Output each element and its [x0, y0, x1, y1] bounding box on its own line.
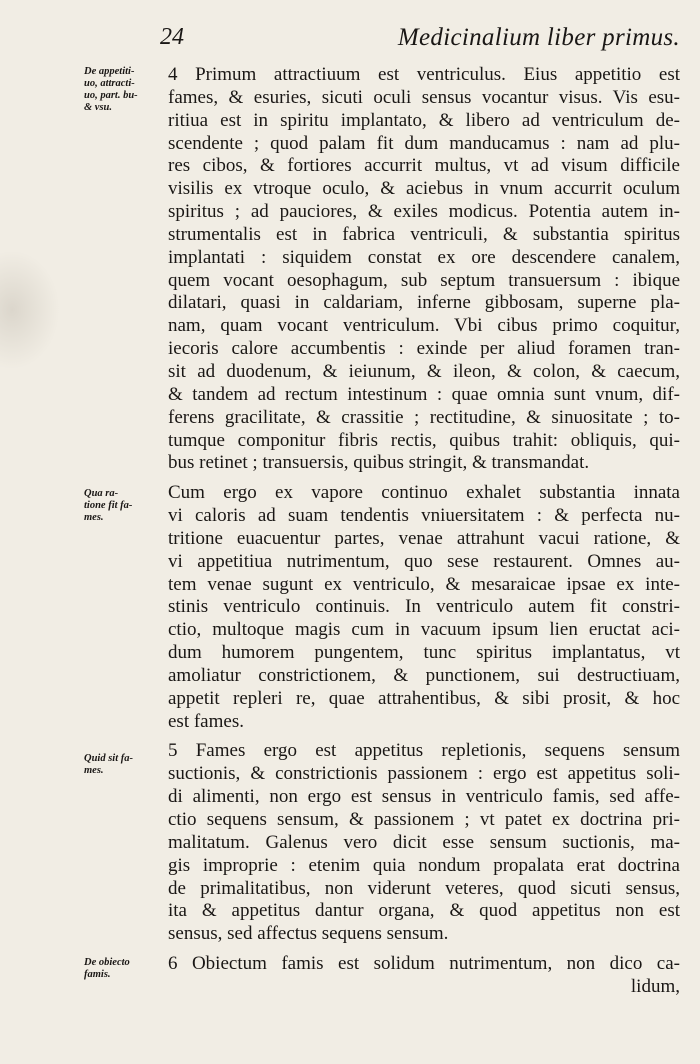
text-line: 4 Primum attractiuum est ventriculus. Eius appetitio est	[168, 64, 680, 85]
text-line: visilis ex vtroque oculo, & aciebus in vnum accurrit oculum	[168, 178, 680, 200]
text-line: bus retinet ; transuersis, quibus stringit, & transmandat.	[168, 452, 590, 474]
text-line: tem venae sugunt ex ventriculo, & mesaraicae ipsae ex inte-	[168, 573, 680, 595]
text-line: fames, & esuries, sicuti oculi sensus vocantur visus. Vis esu-	[168, 86, 680, 108]
text-line: ferens gracilitate, & crassitie ; rectitudine, & sinuositate ; to-	[168, 406, 680, 428]
text-line: Cum ergo ex vapore continuo exhalet substantia innata	[168, 482, 680, 504]
text-line: dilatari, quasi in caldariam, inferne gibbosam, superne pla-	[168, 292, 680, 314]
text-line: tritione euacuentur partes, venae attrahunt vacui ratione, &	[168, 527, 680, 549]
paragraph	[168, 482, 680, 733]
text-line: strumentalis est in fabrica ventriculi, & substantia spiritus	[168, 223, 680, 245]
text-line: lidum,	[630, 975, 680, 997]
text-line: appetit repleri re, quae attrahentibus, & sibi prosit, & hoc	[168, 687, 680, 709]
text-line: vi appetitiua nutrimentum, quo sese restaurent. Omnes au-	[168, 550, 680, 572]
text-line: dum humorem pungentem, tunc spiritus implantatus, vt	[168, 642, 680, 664]
text-line: quem vocant oesophagum, sub septum transuersum : ibique	[168, 269, 680, 291]
text-line: amoliatur constrictionem, & punctionem, sui destructiuam,	[168, 664, 680, 686]
margin-note-line: uo, attracti-	[84, 78, 135, 89]
margin-note-line: famis.	[84, 969, 111, 980]
margin-note	[84, 66, 164, 114]
margin-note-line: Quid sit fa-	[84, 753, 134, 764]
text-line: de primalitatibus, non viderunt veteres, quod sicuti sensus,	[168, 877, 680, 899]
text-line: scendente ; quod palam fit dum manducamus : nam ad plu-	[168, 132, 680, 154]
paper-stain	[0, 250, 60, 370]
margin-note-line: De appetiti-	[84, 66, 135, 77]
text-line: ctio, multoque magis cum in vacuum ipsum lien eructat aci-	[168, 619, 680, 641]
text-line: sit ad duodenum, & ieiunum, & ileon, & colon, & caecum,	[168, 360, 680, 382]
text-line: vi caloris ad suam tendentis vniuersitatem : & perfecta nu-	[168, 505, 680, 527]
text-line: ritiua est in spiritu implantato, & libero ad ventriculum de-	[168, 109, 680, 131]
paragraph	[168, 740, 680, 946]
text-line: tumque componitur fibris rectis, quibus trahit: obliquis, qui-	[168, 429, 680, 451]
text-line: est fames.	[168, 710, 244, 732]
text-line: 6 Obiectum famis est solidum nutrimentum, non dico ca-	[168, 953, 680, 975]
margin-note	[84, 488, 164, 524]
text-line: spiritus ; ad pauciores, & exiles modicus. Potentia autem in-	[168, 201, 680, 223]
paragraph	[168, 953, 680, 999]
running-title: Medicinalium liber primus.	[397, 24, 680, 51]
text-line: & tandem ad rectum intestinum : quae omnia sunt vnum, dif-	[168, 383, 680, 405]
text-line: gis improprie : etenim quia nondum propalata erat doctrina	[168, 854, 680, 876]
page-header	[160, 24, 680, 58]
text-line: implantati : siquidem constat ex ore descendere canalem,	[168, 246, 680, 268]
margin-note-line: & vsu.	[84, 102, 113, 113]
margin-note	[84, 753, 164, 777]
main-text	[168, 64, 680, 999]
margin-note	[84, 957, 164, 981]
margin-note-line: tione fit fa-	[84, 500, 133, 511]
text-line: res cibos, & fortiores accurrit multus, vt ad visum difficile	[168, 155, 680, 177]
text-line: ctio sequens sensum, & passionem ; vt patet ex doctrina pri-	[168, 809, 680, 830]
margin-note-line: uo, part. bu-	[84, 90, 138, 101]
margin-note-line: De obiecto	[84, 957, 130, 968]
text-line: ita & appetitus dantur organa, & quod appetitus non est	[168, 900, 680, 922]
text-line: suctionis, & constrictionis passionem : ergo est appetitus soli-	[168, 763, 680, 785]
margin-note-line: mes.	[84, 512, 104, 523]
margin-note-line: mes.	[84, 765, 104, 776]
paragraph	[168, 64, 680, 475]
margin-note-line: Qua ra-	[84, 488, 119, 499]
text-line: iecoris calore accumbentis : exinde per aliud foramen tran-	[168, 338, 680, 360]
text-line: di alimenti, non ergo est sensus in ventriculo famis, sed affe-	[168, 786, 680, 808]
page-number: 24	[160, 24, 184, 50]
text-line: nam, quam vocant ventriculum. Vbi cibus primo coquitur,	[168, 315, 680, 337]
text-line: stinis ventriculo continuis. In ventriculo autem fit constri-	[168, 596, 680, 618]
text-line: malitatum. Galenus vero dicit esse sensum suctionis, ma-	[168, 831, 680, 853]
text-line: sensus, sed affectus sequens sensum.	[168, 923, 449, 945]
text-line: 5 Fames ergo est appetitus repletionis, sequens sensum	[168, 740, 680, 762]
